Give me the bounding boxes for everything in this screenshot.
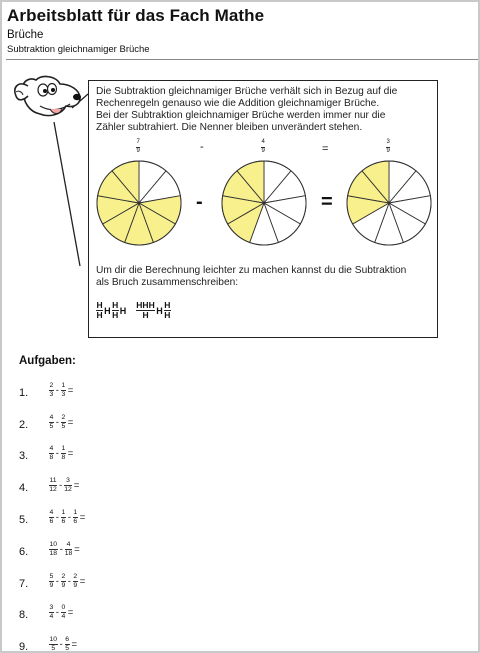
fraction-denominator: 9	[61, 582, 66, 589]
fraction-numerator: 2	[61, 414, 66, 421]
task-fraction	[49, 382, 54, 399]
fraction-denominator: 5	[61, 423, 66, 430]
fraction-denominator: 4	[49, 613, 54, 620]
fraction-numerator: 3	[386, 139, 390, 148]
fraction-denominator: 9	[261, 147, 265, 154]
fraction-denominator: H	[96, 310, 103, 320]
minus-sign: -	[59, 639, 63, 650]
hint-line: als Bruch zusammenschreiben:	[96, 277, 239, 288]
equals-sign: =	[79, 576, 86, 587]
task-fraction	[61, 382, 66, 399]
minus-sign: -	[67, 576, 71, 587]
fraction-numerator: H	[96, 300, 103, 310]
task-fraction	[49, 509, 54, 526]
task-expression	[49, 445, 75, 462]
task-number: 2.	[19, 419, 29, 431]
explanation-line: Bei der Subtraktion gleichnamiger Brüche werden immer nur die	[96, 110, 386, 121]
fraction-denominator: 6	[49, 518, 54, 525]
task-expression	[49, 604, 75, 621]
fraction-numerator: 2	[61, 573, 66, 580]
task-fraction	[49, 604, 54, 621]
fraction-numerator: 4	[49, 414, 54, 421]
task-item	[19, 443, 219, 469]
fraction-numerator: 5	[49, 573, 54, 580]
example-equals-small: =	[322, 143, 329, 155]
task-fraction	[73, 509, 78, 526]
task-fraction	[49, 636, 58, 653]
fraction-numerator: 2	[49, 382, 54, 389]
task-number: 5.	[19, 514, 29, 526]
fraction-numerator: 7	[136, 139, 140, 148]
fraction-numerator: H	[164, 300, 171, 310]
fraction-denominator: 9	[73, 582, 78, 589]
fraction-numerator: 0	[61, 604, 66, 611]
fraction-denominator: 9	[49, 582, 54, 589]
fraction-denominator: 8	[61, 454, 66, 461]
task-fraction	[61, 414, 66, 431]
task-number: 3.	[19, 450, 29, 462]
minus-sign: -	[59, 480, 63, 491]
explanation-line: Rechenregeln genauso wie die Addition gleichnamiger Brüche.	[96, 98, 380, 109]
formula-term: H	[119, 305, 127, 316]
fraction-denominator: 12	[49, 486, 57, 493]
equals-sign: =	[79, 512, 86, 523]
fraction-numerator: 11	[49, 477, 57, 484]
minus-sign: -	[55, 417, 59, 428]
task-fraction	[64, 477, 72, 494]
task-number: 1.	[19, 387, 29, 399]
fraction-denominator: H	[164, 310, 171, 320]
minus-sign: -	[67, 512, 71, 523]
fraction-denominator: 3	[61, 391, 66, 398]
explanation-line: Zähler subtrahiert. Die Nenner bleiben unverändert stehen.	[96, 122, 363, 133]
task-item	[19, 602, 219, 628]
task-item	[19, 634, 219, 653]
fraction-numerator: 3	[66, 477, 70, 484]
minus-sign: -	[55, 448, 59, 459]
fraction-numerator: 4	[49, 509, 54, 516]
fraction-numerator: 4	[66, 541, 71, 548]
formula-term: H	[104, 305, 111, 316]
task-fraction	[49, 573, 54, 590]
formula-fraction	[164, 301, 171, 320]
task-item	[19, 571, 219, 597]
fraction-denominator: 9	[386, 147, 390, 154]
explanation-line: Die Subtraktion gleichnamiger Brüche verhält sich in Bezug auf die	[96, 86, 398, 97]
task-expression	[49, 509, 87, 526]
task-expression	[49, 414, 75, 431]
task-number: 8.	[19, 609, 29, 621]
general-formula	[96, 301, 171, 320]
task-fraction	[65, 541, 73, 558]
task-number: 9.	[19, 641, 29, 653]
task-item	[19, 539, 219, 565]
task-fraction	[65, 636, 70, 653]
fraction-denominator: 5	[51, 645, 56, 652]
fraction-numerator: 6	[65, 636, 70, 643]
fraction-denominator: 8	[49, 454, 54, 461]
fraction-denominator: 9	[136, 147, 140, 154]
task-fraction	[73, 573, 78, 590]
fraction-numerator: 1	[73, 509, 78, 516]
task-fraction	[49, 445, 54, 462]
worksheet-title: Arbeitsblatt für das Fach Mathe	[7, 6, 265, 25]
fraction-numerator: 10	[49, 636, 58, 643]
task-fraction	[61, 604, 66, 621]
tasks-heading: Aufgaben:	[19, 355, 76, 367]
equals-sign: =	[74, 544, 80, 555]
formula-term: H	[156, 305, 163, 316]
formula-fraction	[136, 301, 155, 320]
task-expression	[49, 477, 81, 494]
equals-sign: =	[67, 385, 74, 396]
task-number: 6.	[19, 546, 29, 558]
task-item	[19, 507, 219, 533]
fraction-denominator: 5	[49, 423, 54, 430]
equals-sign: =	[71, 639, 78, 650]
fraction-denominator: 18	[64, 550, 73, 557]
fraction-numerator: 3	[49, 604, 54, 611]
example-minus-big: -	[196, 191, 203, 213]
fraction-denominator: H	[112, 310, 119, 320]
formula-fraction	[96, 301, 103, 320]
task-item	[19, 412, 219, 438]
fraction-numerator: 10	[49, 541, 58, 548]
minus-sign: -	[55, 385, 59, 396]
fraction-denominator: H	[142, 310, 149, 320]
hint-text	[96, 265, 436, 289]
fraction-denominator: 3	[49, 391, 54, 398]
minus-sign: -	[59, 544, 63, 555]
fraction-numerator: 2	[73, 573, 78, 580]
task-item	[19, 380, 219, 406]
fraction-numerator: H	[112, 300, 119, 310]
worksheet-subject: Brüche	[7, 29, 44, 41]
fraction-pies	[89, 81, 439, 261]
equals-sign: =	[67, 607, 74, 618]
fraction-numerator: 1	[61, 382, 66, 389]
task-item	[19, 475, 219, 501]
minus-sign: -	[55, 576, 59, 587]
equals-sign: =	[67, 448, 74, 459]
task-number: 4.	[19, 482, 29, 494]
example-minus-small: -	[200, 141, 204, 153]
header-divider	[6, 59, 478, 60]
task-fraction	[49, 477, 57, 494]
task-fraction	[61, 573, 66, 590]
minus-sign: -	[55, 512, 59, 523]
task-fraction	[61, 509, 66, 526]
task-fraction	[61, 445, 66, 462]
fraction-denominator: 6	[61, 518, 66, 525]
fraction-numerator: 4	[261, 139, 265, 148]
fraction-denominator: 12	[64, 486, 72, 493]
equals-sign: =	[67, 417, 74, 428]
task-fraction	[49, 541, 58, 558]
task-number: 7.	[19, 578, 29, 590]
dog-mascot-icon	[10, 70, 95, 270]
task-expression	[49, 382, 75, 399]
fraction-denominator: 6	[73, 518, 78, 525]
minus-sign: -	[55, 607, 59, 618]
formula-fraction	[112, 301, 119, 320]
equals-sign: =	[73, 480, 80, 491]
task-expression	[49, 636, 79, 653]
fraction-denominator: 18	[49, 550, 58, 557]
explanation-box	[88, 80, 438, 338]
fraction-numerator: 1	[61, 509, 66, 516]
fraction-numerator: 4	[49, 445, 54, 452]
hint-line: Um dir die Berechnung leichter zu machen kannst du die Subtraktion	[96, 265, 407, 276]
fraction-denominator: 5	[65, 645, 70, 652]
task-expression	[49, 573, 87, 590]
task-expression	[49, 541, 82, 558]
fraction-numerator: HHH	[136, 300, 155, 310]
task-fraction	[49, 414, 54, 431]
worksheet-topic: Subtraktion gleichnamiger Brüche	[7, 44, 150, 55]
fraction-denominator: 4	[61, 613, 66, 620]
example-equals-big: =	[321, 191, 333, 213]
fraction-numerator: 1	[61, 445, 66, 452]
